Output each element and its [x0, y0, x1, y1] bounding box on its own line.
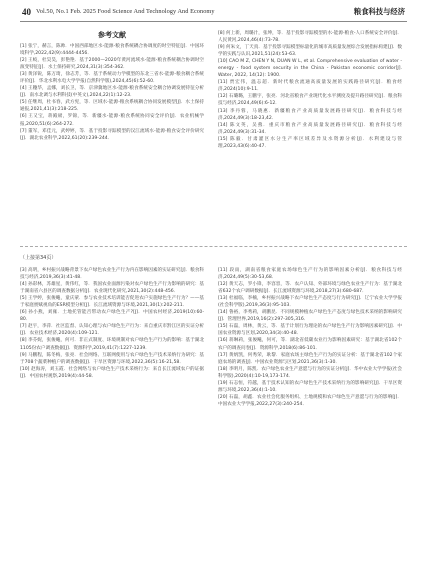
- reference-item: [14] 陈文英，吴燕．重庆市粮食产业高质量发展路径研究[J]．粮食科技与经济,2024,49(3):31-34．: [218, 122, 402, 135]
- reference-item: [19] 石志恒，符越，基于技术认知的农户绿色生产技术采纳行为的影响研究[J]．干旱区资源与环境,2022,36(4):1-10．: [218, 380, 402, 393]
- reference-item: [3] 黄泽锐，陈万琦，徐志芳，等．基于系统动力学模型的东北三省水-能源-粮食耦合系统评价[J]．华北水利水电大学学报(自然科学版),2024,45(6):52-60．: [20, 72, 204, 85]
- reference-item: [8] 李芬妮，张俊飚，何可．非正式制度、环境规制对农户绿色生产行为的影响：基于湖北1105份农户调查数据[J]．资源科学,2019,41(7):1227-1239．: [20, 338, 204, 351]
- reference-item: [11] 段雨，湖南省粮食家庭农场绿色生产行为的影响因素分析[J]．粮食科技与经济,2024,49(5):30-53,68．: [218, 268, 402, 281]
- reference-item: [8] 何上新，周璐汁，张坤，等．基于投影寻踪模型的水-能源-粮食-人口系统安全评价[J]．人民黄河,2024,46(4):73-78．: [218, 31, 402, 44]
- reference-item: [2] 王蛟，杜昊昊，彭艳艳．基于2000—2020年黄河流域水-能源-粮食系统耦合协调时空演变特征[J]．水土保持研究,2024,31(3):354-362．: [20, 58, 204, 71]
- reference-item: [6] 王又宝，蒋殿磅，罗锦，等．新疆水-能源-粮食系统协同安全评价[J]．农业机械学报,2020,51(6):264-272．: [20, 114, 204, 127]
- reference-item: [11] 贾宏伟，温志超．新时代粮食流通高质量发展的实践路径研究[J]．粮食经济,2024(10):9-11．: [218, 80, 402, 93]
- page-number: 40: [22, 7, 31, 17]
- references-bottom-right: [218, 267, 402, 408]
- reference-item: [5] 王学婷，张俊飚，童庆蒙．参与农业技术培训能否促进农户实施绿色生产行为？——基于家庭禀赋视角的ESR模型分析[J]．长江流域资源与环境,2021,30(1):202-211．: [20, 296, 204, 309]
- reference-item: [6] 孙小燕，刘雍．土地托管能否带动农户绿色生产?[J]．中国农村经济,2019(10):60-80．: [20, 310, 204, 323]
- reference-item: [18] 李明月，陈凯．农户绿色农业生产意愿与行为的实证分析[J]．华中农业大学学报(社会科学版),2020(4):10-19,173-174．: [218, 366, 402, 379]
- reference-item: [14] 鲁裕，李秀莉，胡鹏昆．不同规模种植农户绿色生产态度与绿色技术采纳的影响研究[J]．管理世界,2019,16(2):297-305,316．: [218, 310, 402, 323]
- references-top-left: [20, 43, 204, 142]
- journal-info: Vol.50, No.1 Feb. 2025 Food Science And Technology And Economy: [36, 8, 215, 15]
- references-title: 参考文献: [98, 31, 126, 39]
- reference-item: [17] 黄炳凯，何秀荣，耿黎．家庭农场主绿色生产行为的实证分析：基于湖北省102个家庭农场的调查[J]．中国农业资源与区划,2021,36(3):1-30．: [218, 352, 402, 365]
- reference-item: [13] 杜福临，李楠，乡村振兴战略下农户绿色生产态度与行为研究[J]．辽宁农业大学学报(社会科学版),2019,36(3):95-103．: [218, 296, 402, 309]
- page-header: [0, 0, 427, 22]
- reference-item: [20] 石磊，胡鑫．农业社会化服务组织、土地规模和农户绿色生产意愿与行为的影响[J]．中国农业大学学报,2022,27(3):240-254．: [218, 394, 402, 407]
- references-bottom-left: [20, 267, 204, 380]
- reference-item: [12] 黄天志，罗小锋，李容容，等．农户认知、外部环境与绿色农业生产行为：基于湖北省632个农户调研数据[J]．长江流域资源与环境,2018,27(3):680-687．: [218, 282, 402, 295]
- reference-item: [4] 王穗华，孟娜，刘长卫，等．京津冀地区水-能源-粮食系统安全耦合协调发展特征分析[J]．南水北调与水利科技(中英文),2024,22(1):12-23．: [20, 86, 204, 99]
- journal-name-cn: 粮食科技与经济: [353, 7, 405, 16]
- reference-item: [13] 李丹蓉，马晓惠．新疆粮食产业高质量发展路径研究[J]．粮食科技与经济,2024,49(3):18-23,42．: [218, 108, 402, 121]
- reference-item: [10] CAO M Z, CHEN Y N, DUAN W L, et al. Comprehensive evaluation of water - energy - food system security in the China - Pakistan economic corridor[J]. Water, 2022, 14(12): 1900．: [218, 59, 402, 79]
- reference-item: [10] 赵海涛，刘玉霞．社会网络与农户绿色生产技术采纳行为：来自长江流域农户的证据[J]．中国农村观察,2019(4):44-58．: [20, 366, 204, 379]
- continued-label: （上接第34页）: [20, 255, 57, 261]
- reference-item: [9] 何朱文，丁天真．基于投影寻踪模型标量化的城市高质量发展综合发展指标构建[J]．数学的实践与认识,2021,51(24):53-63．: [218, 45, 402, 58]
- reference-item: [7] 董军，邓佳元，武婷婷，等．基于投影寻踪模型的汉江流域水-能源-粮食安全评价研究[J]．湖北农业科学,2022,61(20):239-244．: [20, 128, 204, 141]
- references-top-right: [218, 30, 402, 150]
- reference-item: [12] 石璐璐，王鹏宇，张亮．河北省粮食产业现代化水平测度及提升路径研究[J]．粮食科技与经济,2024,49(6):6-12．: [218, 94, 402, 107]
- reference-item: [15] 陈毅．甘肃灌区水分生产率区域差异及水资源分析[J]．水利建设与管理,2023,43(6):40-47．: [218, 136, 402, 149]
- section-divider: [20, 246, 407, 247]
- reference-item: [16] 蒋琳莉，张俊飚，何可，等．湖北省低碳农业行为影响因素研究：基于湖北省102个农户的调查问卷[J]．资源科学,2018(6):86-101．: [218, 338, 402, 351]
- header-rule: [20, 21, 407, 22]
- reference-item: [3] 高明，乡村振兴战略背景下农户绿色农业生产行为内在影响因素的实证研究[J]．粮食科技与经济,2019,36(3):41-48．: [20, 268, 204, 281]
- reference-item: [4] 孙彩林，苏雄星，黄伟红，等．我国农业面源污染对农户绿色生产行为影响的研究：基于湖南省六县区的调查数据分析[J]．农业现代化研究,2021,30(2):448-456．: [20, 282, 204, 295]
- reference-item: [9] 马鹏程，陈冬梅，张亮．社会网络、互联网使用与农户绿色生产技术采纳行为研究：基于708个蔬菜种植户的调查数据[J]．干旱区资源与环境,2022,36(5):16-21,58．: [20, 352, 204, 365]
- reference-item: [15] 石磊，周林，黄云，等．基于计划行为理论的农户绿色生产行为影响因素研究[J]．中国农业资源与区划,2020,34(3):40-48．: [218, 324, 402, 337]
- reference-item: [1] 张宁，赫言，陈帅．中国西部地区水-能源-粮食系统耦合协调度的时空特征[J]．中国环境科学,2022,42(9):4444-4456．: [20, 44, 204, 57]
- reference-item: [7] 赵宇，李萍．社区监督、认知心理与农户绿色生产行为：来自重庆市黔江区的实证分析[J]．农业技术经济,2020(4):109-121．: [20, 324, 204, 337]
- reference-item: [5] 任继周，杜书春，武方宪，等．区域水-能源-粮食系统耦合协同发展模型[J]．水土保持通报,2021,41(3):218-225．: [20, 100, 204, 113]
